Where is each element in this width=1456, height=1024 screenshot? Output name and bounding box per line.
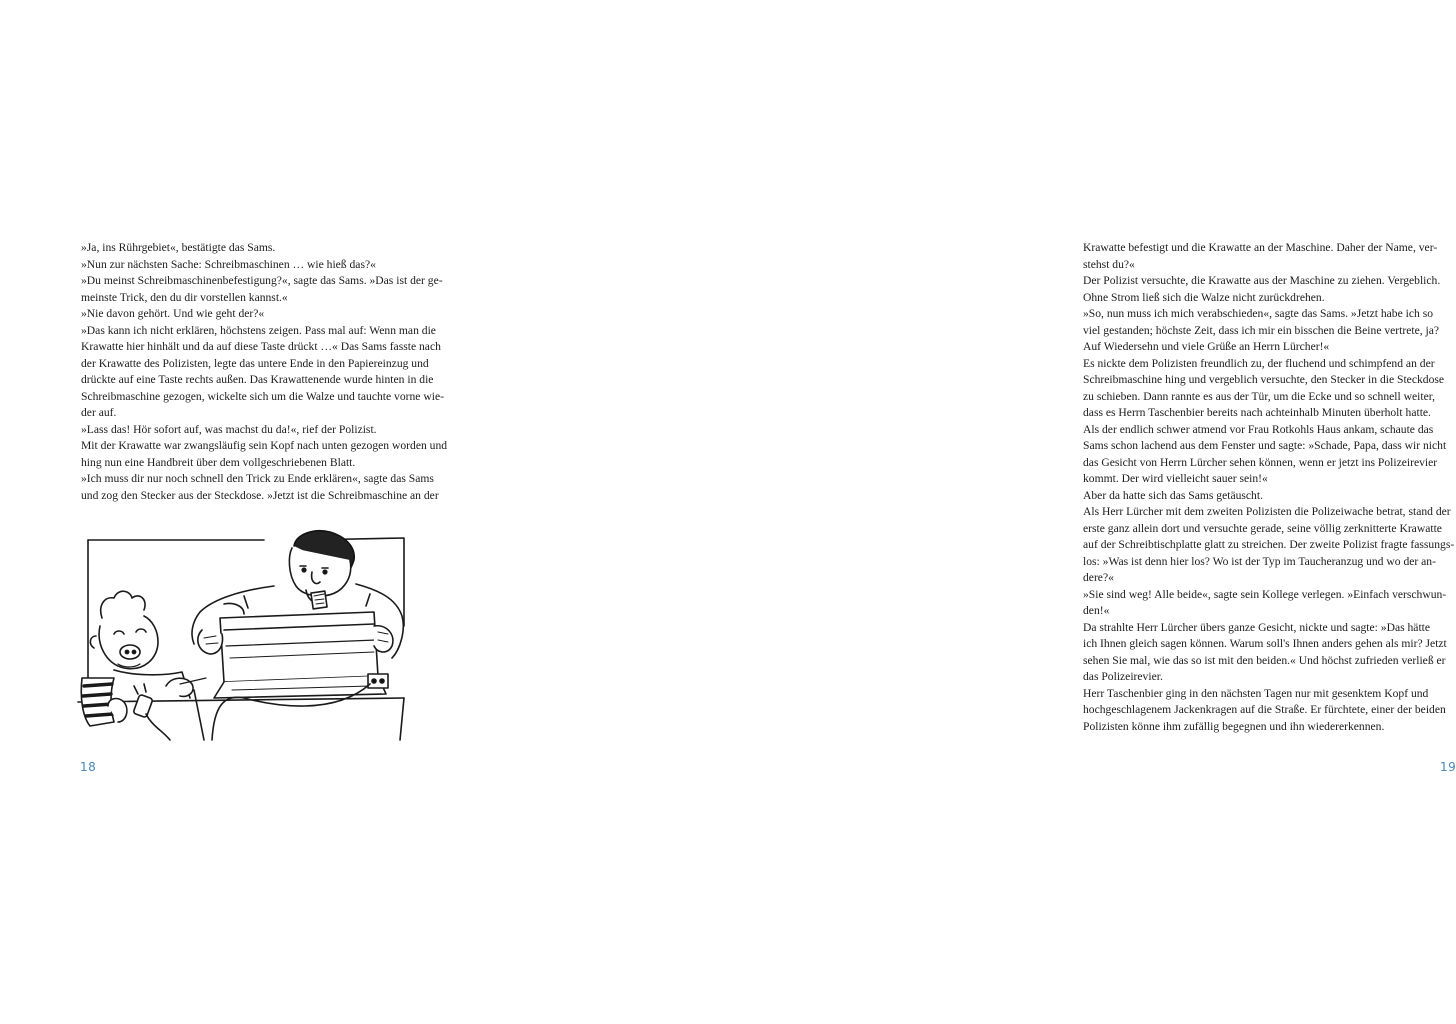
text-line: Aber da hatte sich das Sams getäuscht. xyxy=(1083,488,1263,502)
text-line: Krawatte hier hinhält und da auf diese Taste drückt …« Das Sams fasste nach xyxy=(81,340,441,353)
right-page xyxy=(512,0,1456,1024)
text-line: dass es Herrn Taschenbier bereits nach achteinhalb Minuten überholt hatte. xyxy=(1083,406,1431,419)
text-line: auf der Schreibtischplatte glatt zu streichen. Der zweite Polizist fragte fassungs- xyxy=(1083,538,1455,551)
text-line: »Nie davon gehört. Und wie geht der?« xyxy=(81,307,265,320)
text-line: »Ich muss dir nur noch schnell den Trick zu Ende erklären«, sagte das Sams xyxy=(81,472,434,485)
text-line: ich Ihnen gleich sagen können. Warum soll's Ihnen anders gehen als mir? Jetzt xyxy=(1083,637,1447,650)
text-line: »Du meinst Schreibmaschinenbefestigung?«, sagte das Sams. »Das ist der ge- xyxy=(81,274,443,287)
text-line: der Krawatte des Polizisten, legte das untere Ende in den Papiereinzug und xyxy=(81,356,429,370)
text-line: Als der endlich schwer atmend vor Frau Rotkohls Haus ankam, schaute das xyxy=(1083,422,1434,436)
text-line: Da strahlte Herr Lürcher übers ganze Gesicht, nickte und sagte: »Das hätte xyxy=(1083,620,1431,634)
page-number-left: 18 xyxy=(80,760,97,774)
page-number-right: 19 xyxy=(1440,760,1456,774)
text-line: meinste Trick, den du dir vorstellen kannst.« xyxy=(81,290,288,304)
text-line: »Ja, ins Rührgebiet«, bestätigte das Sams. xyxy=(81,241,276,254)
text-line: los: »Was ist denn hier los? Wo ist der Typ im Taucheranzug und wo der an- xyxy=(1083,554,1436,568)
text-line: »Lass das! Hör sofort auf, was machst du da!«, rief der Polizist. xyxy=(81,422,377,436)
text-line: »Nun zur nächsten Sache: Schreibmaschinen … wie hieß das?« xyxy=(81,257,376,271)
text-line: Ohne Strom ließ sich die Walze nicht zurückdrehen. xyxy=(1083,290,1325,304)
left-page xyxy=(0,0,512,1024)
text-line: drückte auf eine Taste rechts außen. Das Krawattenende wurde hinten in die xyxy=(81,373,434,386)
text-line: Auf Wiedersehn und viele Grüße an Herrn Lürcher!« xyxy=(1083,340,1330,353)
text-line: Schreibmaschine hing und vergeblich versuchte, den Stecker in die Steckdose xyxy=(1083,373,1445,386)
text-line: sehen Sie mal, wie das so ist mit den beiden.« Und höchst zufrieden verließ er xyxy=(1083,653,1446,667)
text-line: Schreibmaschine gezogen, wickelte sich um die Walze und tauchte vorne wie- xyxy=(81,389,444,403)
text-line: »So, nun muss ich mich verabschieden«, sagte das Sams. »Jetzt habe ich so xyxy=(1083,307,1433,320)
text-line: Sams schon lachend aus dem Fenster und sagte: »Schade, Papa, dass wir nicht xyxy=(1083,439,1447,452)
text-line: erste ganz allein dort und versuchte gerade, seine völlig zerknitterte Krawatte xyxy=(1083,521,1442,535)
text-line: das Gesicht von Herrn Lürcher sehen können, wenn er jetzt ins Polizeirevier xyxy=(1083,455,1438,469)
text-line: stehst du?« xyxy=(1083,257,1135,271)
text-line: Krawatte befestigt und die Krawatte an der Maschine. Daher der Name, ver- xyxy=(1083,241,1438,254)
text-line: hing nun eine Handbreit über dem vollgeschriebenen Blatt. xyxy=(81,455,356,469)
text-line: Als Herr Lürcher mit dem zweiten Polizisten die Polizeiwache betrat, stand der xyxy=(1083,505,1451,518)
text-line: dere?« xyxy=(1083,571,1114,584)
text-line: hochgeschlagenem Jackenkragen auf die Straße. Er fürchtete, einer der beiden xyxy=(1083,703,1446,716)
text-line: das Polizeirevier. xyxy=(1083,670,1163,683)
right-page-text xyxy=(1083,240,1455,735)
text-line: zu schieben. Dann rannte es aus der Tür, um die Ecke und so schnell weiter, xyxy=(1083,389,1436,403)
text-line: »Das kann ich nicht erklären, höchstens zeigen. Pass mal auf: Wenn man die xyxy=(81,323,436,337)
text-line: den!« xyxy=(1083,604,1110,617)
text-line: Es nickte dem Polizisten freundlich zu, der fluchend und schimpfend an der xyxy=(1083,356,1435,370)
text-line: Der Polizist versuchte, die Krawatte aus der Maschine zu ziehen. Vergeblich. xyxy=(1083,274,1441,287)
text-line: Polizisten könne ihm zufällig begegnen und ihn wiedererkennen. xyxy=(1083,719,1385,733)
left-page-text xyxy=(81,240,453,504)
text-line: und zog den Stecker aus der Steckdose. »Jetzt ist die Schreibmaschine an der xyxy=(81,488,439,502)
text-line: der auf. xyxy=(81,406,117,419)
text-line: Herr Taschenbier ging in den nächsten Tagen nur mit gesenktem Kopf und xyxy=(1083,686,1429,700)
text-line: kommt. Der wird vielleicht sauer sein!« xyxy=(1083,472,1268,485)
text-line: »Sie sind weg! Alle beide«, sagte sein Kollege verlegen. »Einfach verschwun- xyxy=(1083,587,1447,601)
text-line: viel gestanden; höchste Zeit, dass ich mir ein bisschen die Beine vertrete, ja? xyxy=(1083,323,1440,337)
illustration-sams-and-policeman xyxy=(74,526,452,740)
text-line: Mit der Krawatte war zwangsläufig sein Kopf nach unten gezogen worden und xyxy=(81,439,448,452)
